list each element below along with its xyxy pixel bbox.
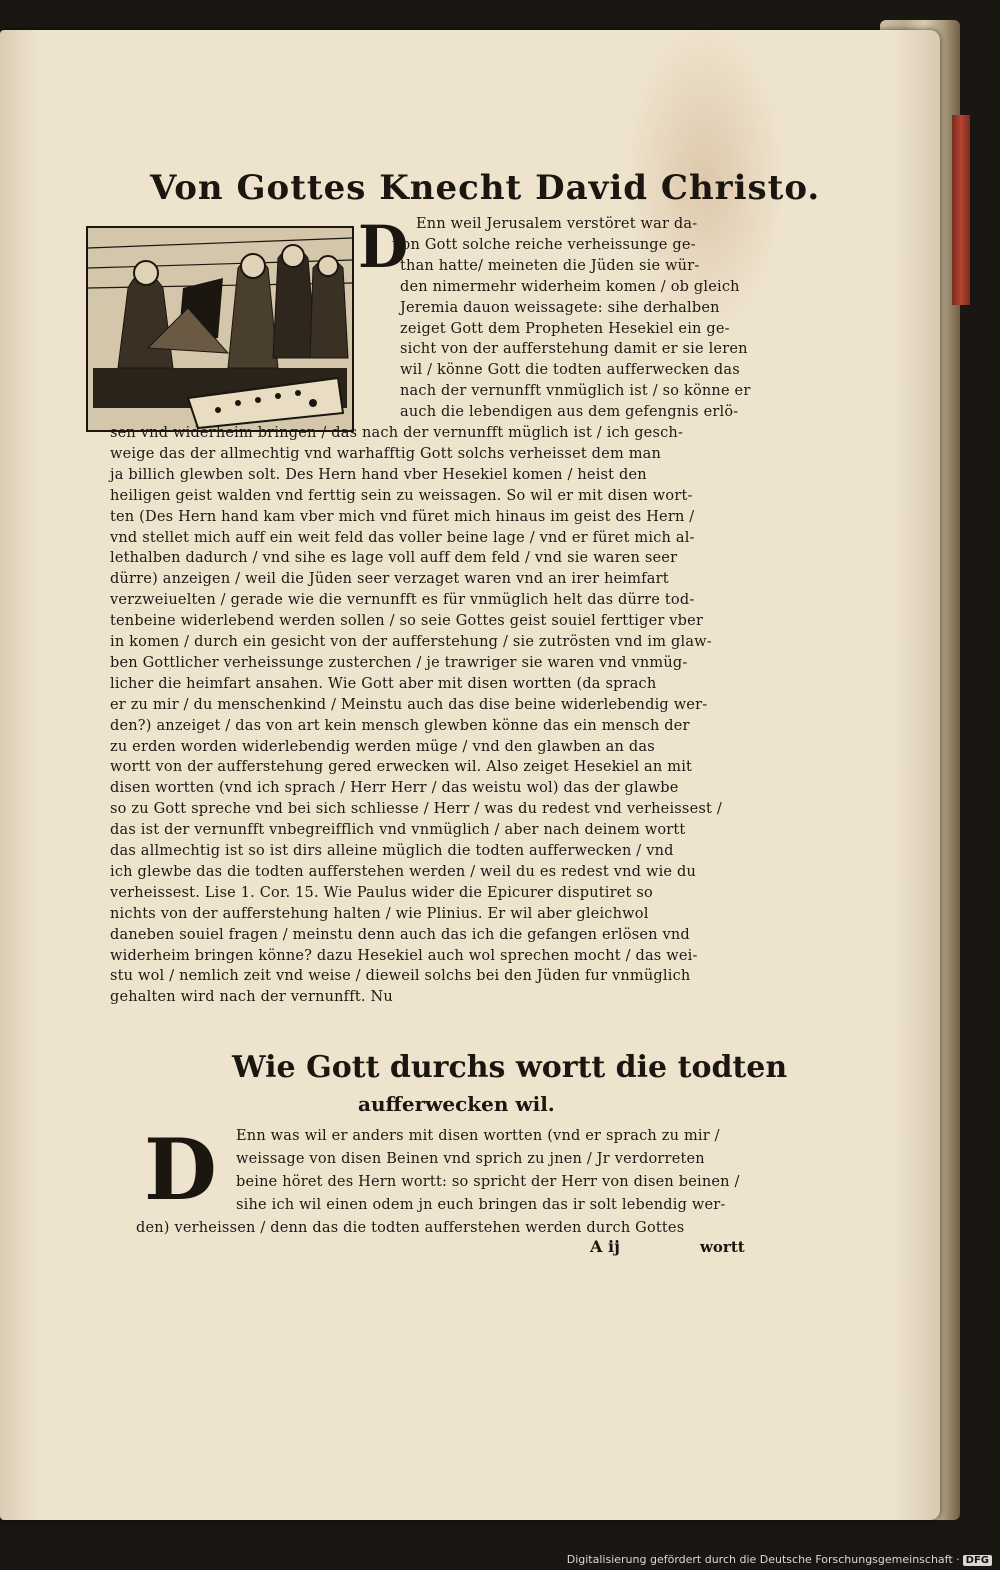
text-line: das allmechtig ist so ist dirs alleine müglich die todten aufferwecken / vnd	[110, 843, 674, 859]
text-line: heiligen geist walden vnd ferttig sein zu weissagen. So wil er mit disen wort-	[110, 487, 693, 504]
footer-credit	[567, 1553, 992, 1566]
text-line: den nimermehr widerheim komen / ob gleich	[400, 278, 740, 295]
text-line: nichts von der aufferstehung halten / wie Plinius. Er wil aber gleichwol	[110, 905, 649, 922]
text-line: nach der vernunfft vnmüglich ist / so könne er	[400, 383, 751, 400]
text-line: widerheim bringen könne? dazu Hesekiel auch wol sprechen mocht / das wei-	[110, 947, 698, 964]
woodcut-image	[88, 228, 352, 430]
section-heading-continued: aufferwecken wil.	[358, 1092, 555, 1116]
text-line: er zu mir / du menschenkind / Meinstu auch das dise beine widerlebendig wer-	[110, 696, 708, 713]
text-line: den?) anzeiget / das von art kein mensch glewben könne das ein mensch der	[110, 717, 690, 734]
text-line: ich glewbe das die todten aufferstehen werden / weil du es redest vnd wie du	[110, 863, 697, 880]
text-line: beine höret des Hern wortt: so spricht der Herr von disen beinen /	[236, 1174, 740, 1190]
text-line: stu wol / nemlich zeit vnd weise / dieweil solchs bei den Jüden fur vnmüglich	[110, 968, 691, 985]
bookmark-tab	[952, 115, 970, 305]
text-line: sihe ich wil einen odem jn euch bringen das ir solt lebendig wer-	[236, 1197, 726, 1213]
text-line: verzweiuelten / gerade wie die vernunfft es für vnmüglich helt das dürre tod-	[110, 592, 695, 609]
text-line: in komen / durch ein gesicht von der aufferstehung / sie zutrösten vnd im glaw-	[110, 634, 712, 650]
text-line: wil / könne Gott die todten aufferwecken das	[400, 362, 740, 379]
dfg-logo: DFG	[963, 1555, 992, 1566]
text-line: Enn was wil er anders mit disen wortten (vnd er sprach zu mir /	[236, 1128, 720, 1144]
text-line: uon Gott solche reiche verheissunge ge-	[392, 236, 696, 253]
text-line: licher die heimfart ansahen. Wie Gott aber mit disen wortten (da sprach	[110, 675, 657, 692]
text-line: gehalten wird nach der vernunfft. Nu	[110, 989, 393, 1006]
section-heading: Wie Gott durchs wortt die todten	[232, 1050, 788, 1085]
footer-text: Digitalisierung gefördert durch die Deutsche Forschungsgemeinschaft ·	[566, 1553, 960, 1566]
text-line: verheissest. Lise 1. Cor. 15. Wie Paulus wider die Epicurer disputiret so	[110, 884, 653, 901]
page-heading: Von Gottes Knecht David Christo.	[150, 168, 821, 208]
text-line: zeiget Gott dem Propheten Hesekiel ein ge-	[400, 320, 730, 337]
text-line: sen vnd widerheim bringen / das nach der vernunfft müglich ist / ich gesch-	[110, 425, 684, 441]
text-line: ben Gottlicher verheissunge zusterchen / je trawriger sie waren vnd vnmüg-	[110, 654, 688, 671]
text-line: den) verheissen / denn das die todten aufferstehen werden durch Gottes	[136, 1220, 685, 1236]
drop-cap: D	[358, 213, 409, 281]
text-line: zu erden worden widerlebendig werden müge / vnd den glawben an das	[110, 738, 655, 755]
text-line: ten (Des Hern hand kam vber mich vnd füret mich hinaus im geist des Hern /	[110, 508, 695, 525]
signature-mark: A ij	[590, 1237, 620, 1256]
text-line: Enn weil Jerusalem verstöret war da-	[416, 216, 698, 232]
drop-cap-large: D	[144, 1120, 217, 1219]
text-line: auch die lebendigen aus dem gefengnis erlö-	[400, 404, 739, 421]
woodcut-illustration	[86, 226, 354, 432]
catchword: wortt	[700, 1238, 745, 1256]
text-line: weissage von disen Beinen vnd sprich zu jnen / Jr verdorreten	[236, 1151, 705, 1167]
text-line: ja billich glewben solt. Des Hern hand vber Hesekiel komen / heist den	[110, 466, 647, 483]
text-line: tenbeine widerlebend werden sollen / so seie Gottes geist souiel ferttiger vber	[110, 613, 704, 630]
text-line: lethalben dadurch / vnd sihe es lage voll auff dem feld / vnd sie waren seer	[110, 550, 678, 567]
text-line: vnd stellet mich auff ein weit feld das voller beine lage / vnd er füret mich al-	[110, 529, 695, 546]
text-line: wortt von der aufferstehung gered erwecken wil. Also zeiget Hesekiel an mit	[110, 759, 693, 776]
text-line: das ist der vernunfft vnbegreifflich vnd vnmüglich / aber nach deinem wortt	[110, 822, 686, 839]
text-line: daneben souiel fragen / meinstu denn auch das ich die gefangen erlösen vnd	[110, 926, 690, 943]
text-line: sicht von der aufferstehung damit er sie leren	[400, 341, 748, 358]
text-line: than hatte/ meineten die Jüden sie wür-	[400, 257, 700, 274]
text-line: disen wortten (vnd ich sprach / Herr Herr / das weistu wol) das der glawbe	[110, 780, 679, 797]
text-line: dürre) anzeigen / weil die Jüden seer verzaget waren vnd an irer heimfart	[110, 571, 669, 588]
text-line: weige das der allmechtig vnd warhafftig Gott solchs verheisset dem man	[110, 445, 662, 462]
text-line: so zu Gott spreche vnd bei sich schliesse / Herr / was du redest vnd verheissest /	[110, 801, 722, 818]
text-line: Jeremia dauon weissagete: sihe derhalben	[400, 299, 720, 316]
